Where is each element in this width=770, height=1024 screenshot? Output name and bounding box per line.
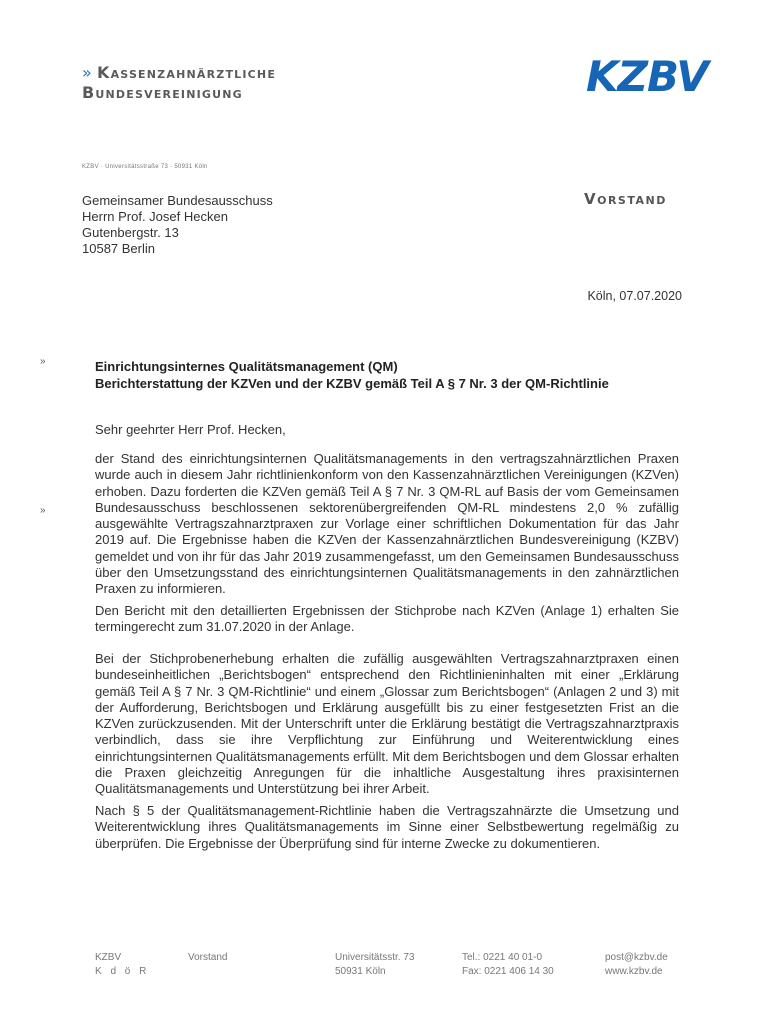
organization-name (82, 63, 276, 103)
subject-line2: Berichterstattung der KZVen und der KZBV gemäß Teil A § 7 Nr. 3 der QM-Richtlinie (95, 376, 609, 391)
chevron-icon: » (82, 63, 93, 82)
body-paragraph: Nach § 5 der Qualitätsmanagement-Richtlinie haben die Vertragszahnärzte die Umsetzung und Weiterentwicklung ihres Qualitätsmanagements im Sinne einer Selbstbewertung regelmäßig zu überprüfen. Die Ergebnisse der Überprüfung sind für interne Zwecke zu dokumentieren. (95, 803, 679, 851)
footer-phone (462, 951, 554, 979)
recipient-line: 10587 Berlin (82, 241, 155, 256)
margin-marker: » (40, 505, 46, 516)
footer-text: Tel.: 0221 40 01-0 (462, 952, 543, 963)
body-paragraph: Bei der Stichprobenerhebung erhalten die zufällig ausgewählten Vertragszahnarztpraxen einen bundeseinheitlichen „Berichtsbogen“ entsprechend den Richtlinieninhalten mit einer „Erklärung gemäß Teil A § 7 Nr. 3 QM-Richtlinie“ und einem „Glossar zum Berichtsbogen“ (Anlagen 2 und 3) mit der Aufforderung, Berichtsbogen und Erklärung ausgefüllt bis zu einer festgesetzten Frist an die KZVen zurückzusenden. Mit der Unterschrift unter die Erklärung bestätigt die Vertragszahnarztpraxis verbindlich, dass sie ihre Verpflichtung zur Einführung und Weiterentwicklung eines einrichtungsinternen Qualitätsmanagements erfüllt. Mit dem Berichtsbogen und dem Glossar erhalten die Praxen gleichzeitig Anregungen für die inhaltliche Ausgestaltung ihres praxisinternen Qualitätsmanagements und Unterstützung bei ihrer Arbeit. (95, 651, 679, 797)
org-name-line2: Bundesvereinigung (82, 83, 243, 102)
recipient-line: Gutenbergstr. 13 (82, 225, 179, 240)
footer-contact (605, 951, 668, 979)
org-name-line1: Kassenzahnärztliche (97, 63, 277, 82)
recipient-line: Gemeinsamer Bundesausschuss (82, 193, 273, 208)
body-paragraph: der Stand des einrichtungsinternen Qualitätsmanagements in den vertragszahnärztlichen Praxen wurde auch in diesem Jahr richtlinienkonform von den Kassenzahnärztlichen Vereinigungen (KZVen) erhoben. Dazu forderten die KZVen gemäß Teil A § 7 Nr. 3 QM-RL auf Basis der vom Gemeinsamen Bundesausschuss beschlossenen sektorenübergreifenden QM-RL mindestens 2,0 % zufällig ausgewählte Vertragszahnarztpraxen zur Vorlage einer schriftlichen Dokumentation für das Jahr 2019 auf. Die Ergebnisse haben die KZVen der Kassenzahnärztlichen Bundesvereinigung (KZBV) gemeldet und von ihr für das Jahr 2019 zusammengefasst, um den Gemeinsamen Bundesausschuss über den Umsetzungsstand des einrichtungsinternen Qualitätsmanagements in den zahnärztlichen Praxen zu informieren. (95, 451, 679, 597)
footer-text: 50931 Köln (335, 966, 386, 977)
margin-marker: » (40, 356, 46, 367)
letter-date: Köln, 07.07.2020 (587, 289, 682, 303)
footer-text: Universitätsstr. 73 (335, 952, 415, 963)
footer-email: post@kzbv.de (605, 952, 668, 963)
department-label: Vorstand (584, 190, 667, 208)
footer-address (335, 951, 414, 979)
salutation: Sehr geehrter Herr Prof. Hecken, (95, 422, 286, 437)
letter-subject (95, 358, 680, 392)
kzbv-logo: KZBV (586, 52, 708, 101)
footer-org (95, 951, 149, 979)
recipient-address (82, 193, 273, 257)
subject-line1: Einrichtungsinternes Qualitätsmanagement (QM) (95, 359, 398, 374)
footer-text: Vorstand (188, 952, 228, 963)
recipient-line: Herrn Prof. Josef Hecken (82, 209, 228, 224)
footer-department (188, 951, 227, 965)
sender-address-line: KZBV · Universitätsstraße 73 · 50931 Köln (82, 164, 208, 170)
footer-text: KZBV (95, 952, 122, 963)
body-paragraph: Den Bericht mit den detaillierten Ergebnissen der Stichprobe nach KZVen (Anlage 1) erhalten Sie termingerecht zum 31.07.2020 in der Anlage. (95, 603, 679, 635)
footer-text: Fax: 0221 406 14 30 (462, 966, 554, 977)
footer-website: www.kzbv.de (605, 966, 663, 977)
footer-text: K d ö R (95, 966, 150, 977)
